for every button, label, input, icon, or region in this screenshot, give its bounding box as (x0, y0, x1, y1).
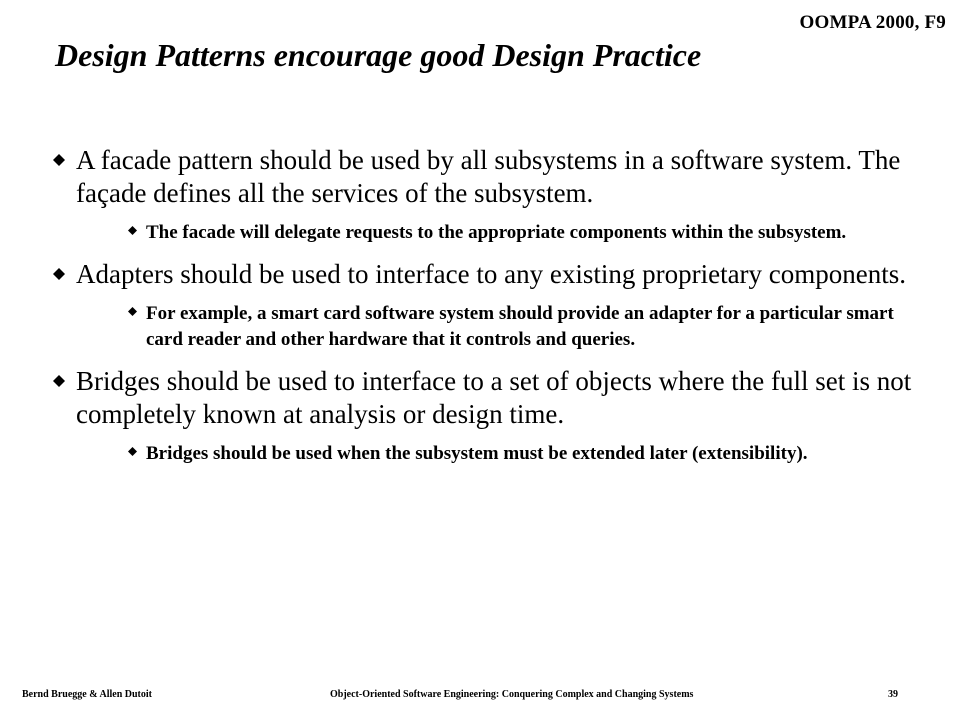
diamond-bullet-icon (53, 375, 65, 387)
diamond-bullet-icon (53, 154, 65, 166)
footer-page-number: 39 (888, 689, 898, 700)
sub-bullet-text: The facade will delegate requests to the appropriate components within the subsystem. (146, 222, 847, 243)
bullet-list (48, 144, 928, 479)
sub-bullet-item (76, 441, 928, 467)
sub-bullet-item (76, 220, 928, 246)
footer-authors: Bernd Bruegge & Allen Dutoit (22, 689, 152, 700)
sub-bullet-text: Bridges should be used when the subsystem must be extended later (extensibility). (146, 443, 808, 464)
course-tag: OOMPA 2000, F9 (799, 12, 946, 33)
bullet-text: Bridges should be used to interface to a set of objects where the full set is not completely known at analysis or design time. (76, 366, 912, 429)
diamond-bullet-icon (53, 268, 65, 280)
sub-bullet-item (76, 301, 928, 353)
small-diamond-bullet-icon (128, 447, 137, 456)
footer-book-title: Object-Oriented Software Engineering: Conquering Complex and Changing Systems (330, 689, 694, 700)
slide-title: Design Patterns encourage good Design Practice (55, 37, 702, 73)
sub-bullet-text: For example, a smart card software system should provide an adapter for a particular smart card reader and other hardware that it controls and queries. (146, 303, 894, 350)
bullet-item-facade (48, 144, 928, 246)
bullet-item-bridges (48, 365, 928, 467)
bullet-item-adapters (48, 258, 928, 353)
slide-footer (0, 689, 960, 705)
bullet-text: Adapters should be used to interface to any existing proprietary components. (76, 259, 907, 289)
bullet-text: A facade pattern should be used by all subsystems in a software system. The façade defines all the services of the subsystem. (76, 145, 901, 208)
small-diamond-bullet-icon (128, 226, 137, 235)
small-diamond-bullet-icon (128, 307, 137, 316)
